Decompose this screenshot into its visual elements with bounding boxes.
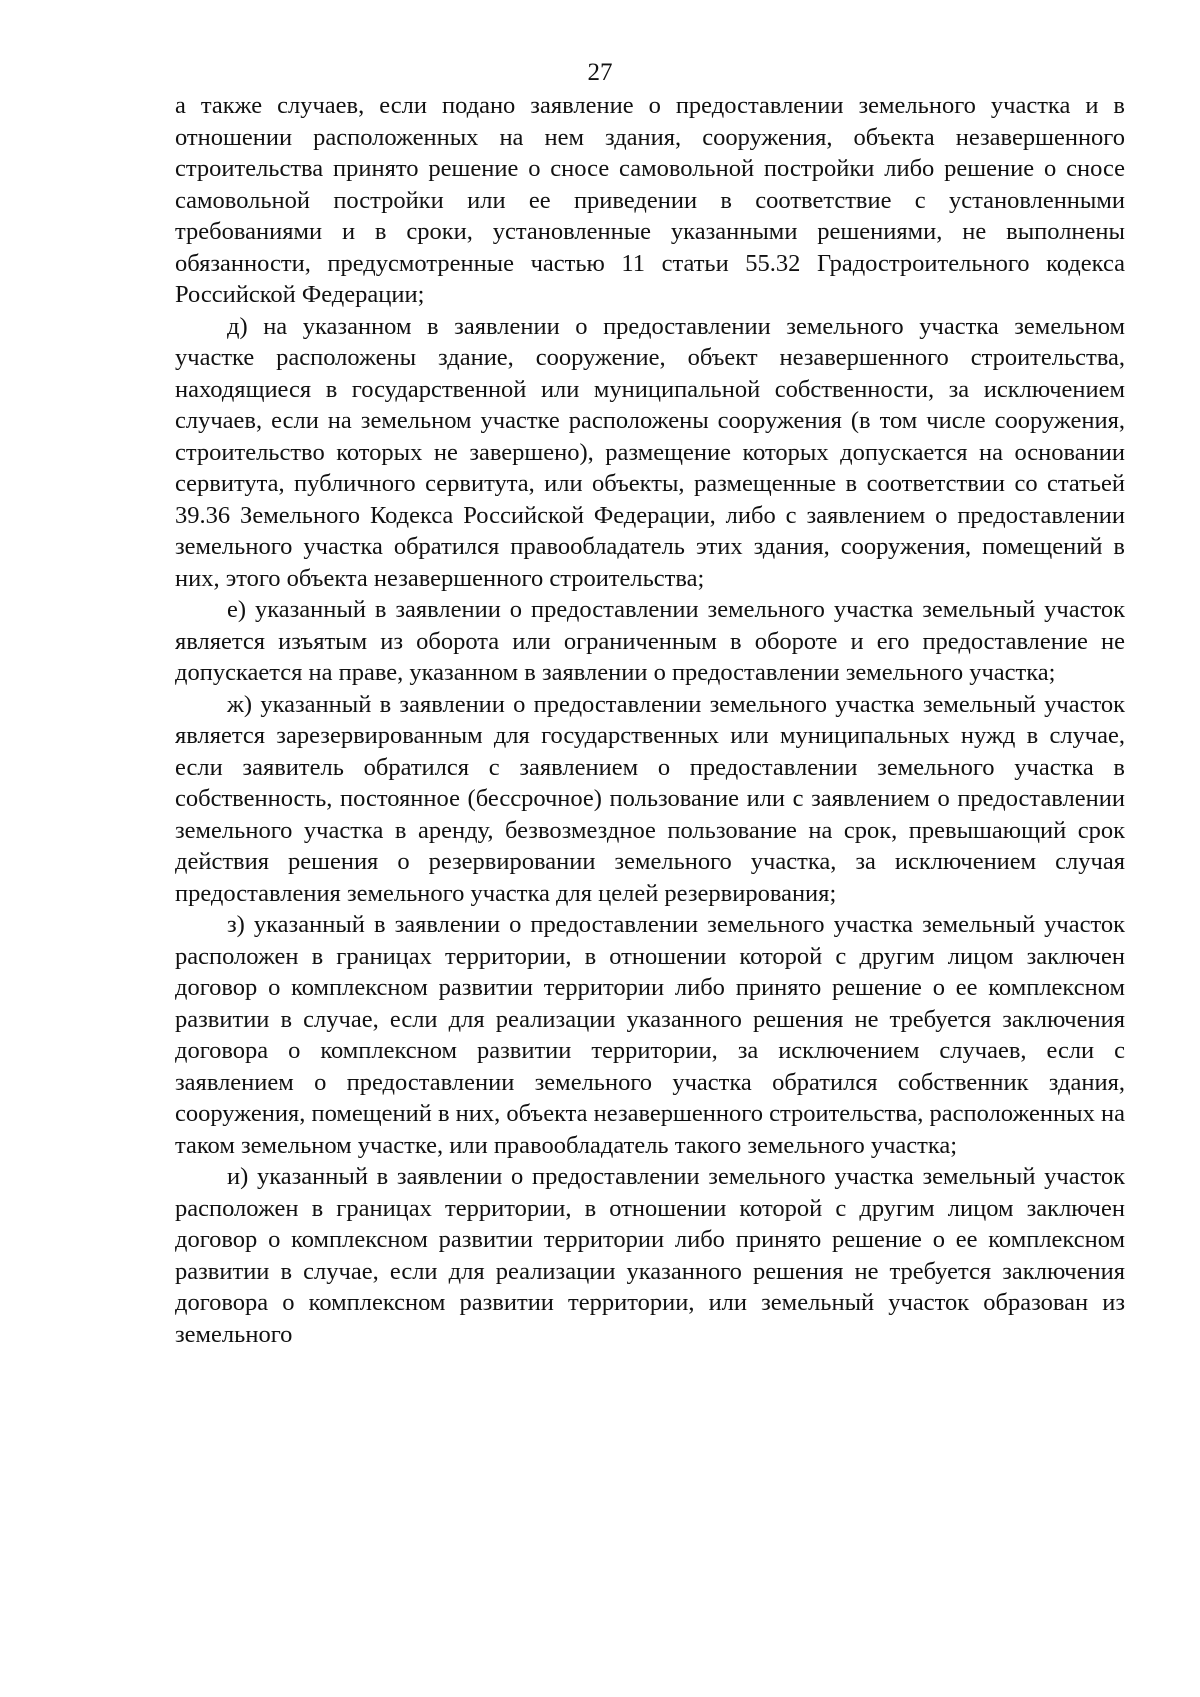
paragraph-item-d: д) на указанном в заявлении о предоставлении земельного участка земельном участке расположены здание, сооружение, объект незавершенного строительства, находящиеся в государственной или муниципальной собственности, за исключением случаев, если на земельном участке расположены сооружения (в том числе сооружения, строительство которых не завершено), размещение которых допускается на основании сервитута, публичного сервитута, или объекты, размещенные в соответствии со статьей 39.36 Земельного Кодекса Российской Федерации, либо с заявлением о предоставлении земельного участка обратился правообладатель этих здания, сооружения, помещений в них, этого объекта незавершенного строительства; [175, 312, 1125, 592]
paragraph-item-zh: ж) указанный в заявлении о предоставлении земельного участка земельный участок является зарезервированным для государственных или муниципальных нужд в случае, если заявитель обратился с заявлением о предоставлении земельного участка в собственность, постоянное (бессрочное) пользование или с заявлением о предоставлении земельного участка в аренду, безвозмездное пользование на срок, превышающий срок действия решения о резервировании земельного участка, за исключением случая предоставления земельного участка для целей резервирования; [175, 690, 1125, 907]
paragraph-item-e: е) указанный в заявлении о предоставлении земельного участка земельный участок является изъятым из оборота или ограниченным в обороте и его предоставление не допускается на праве, указанном в заявлении о предоставлении земельного участка; [175, 596, 1125, 686]
page-number: 27 [587, 59, 613, 86]
paragraph-continuation: а также случаев, если подано заявление о предоставлении земельного участка и в отношении расположенных на нем здания, сооружения, объекта незавершенного строительства принято решение о сносе самовольной постройки либо решение о сносе самовольной постройки или ее приведении в соответствие с установленными требованиями и в сроки, установленные указанными решениями, не выполнены обязанности, предусмотренные частью 11 статьи 55.32 Градостроительного кодекса Российской Федерации; [175, 92, 1125, 308]
paragraph-item-i: и) указанный в заявлении о предоставлении земельного участка земельный участок расположен в границах территории, в отношении которой с другим лицом заключен договор о комплексном развитии территории либо принято решение о ее комплексном развитии в случае, если для реализации указанного решения не требуется заключения договора о комплексном развитии территории, или земельный участок образован из земельного [175, 1163, 1125, 1348]
paragraph-item-z: з) указанный в заявлении о предоставлении земельного участка земельный участок расположен в границах территории, в отношении которой с другим лицом заключен договор о комплексном развитии территории либо принято решение о ее комплексном развитии в случае, если для реализации указанного решения не требуется заключения договора о комплексном развитии территории, за исключением случаев, если с заявлением о предоставлении земельного участка обратился собственник здания, сооружения, помещений в них, объекта незавершенного строительства, расположенных на таком земельном участке, или правообладатель такого земельного участка; [175, 911, 1125, 1159]
document-body [175, 90, 1125, 1350]
